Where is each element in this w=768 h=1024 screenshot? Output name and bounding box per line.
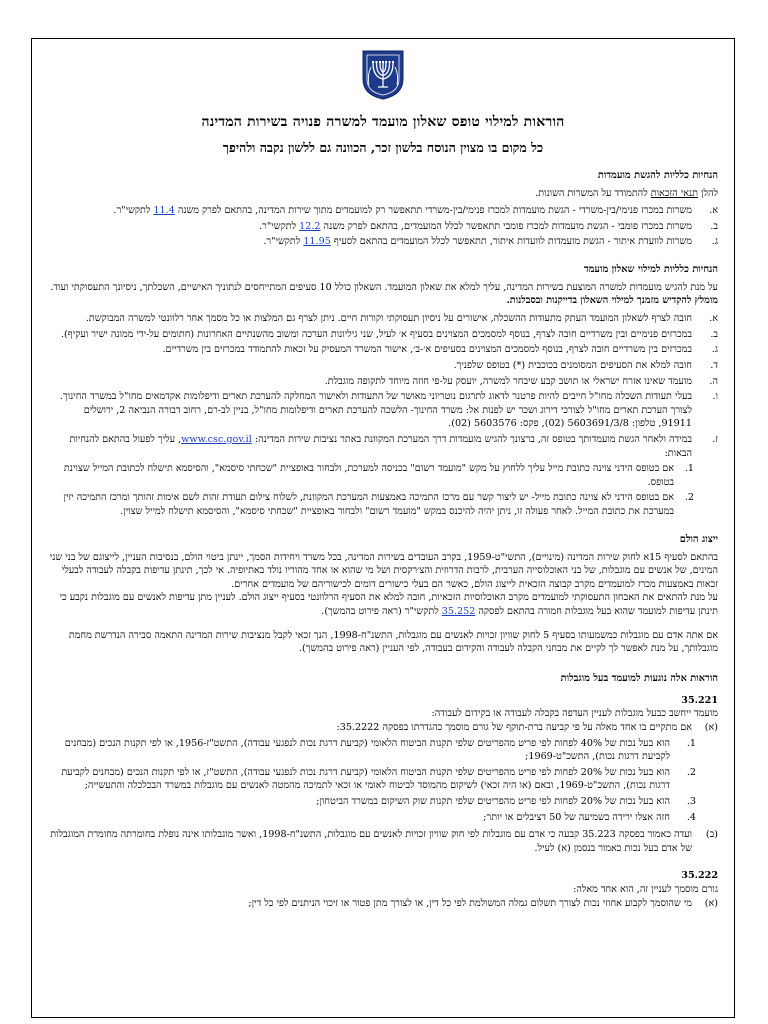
regulation-link[interactable]: 11.95: [303, 236, 331, 248]
item-text: הוא בעל נכות של 20% לפחות לפי פריט מהפריטים שלפי תקנות הביטוח הלאומי (קביעת דרגת נכות לנפגעי עבודה), התשט"ז, או לפי תקנות הנכים (מבחנים לקביעת דרגות נכות), התשכ"ט-1969, ובאם (או היה זכאי) לשיקום מהמוסד לביטוח לאומי או זכאי לתמיכה מהמטה לאנשים עם מוגבלות במשרד הבכלכלה והתעשייה;: [61, 766, 670, 792]
intro-text: להלן: [698, 187, 718, 199]
regulation-link[interactable]: 11.4: [153, 205, 175, 217]
document-subtitle: כל מקום בו מצוין הנוסח בלשון זכר, הכוונה גם ללשון נקבה ולהיפך: [222, 139, 544, 155]
item-text: אם בטופס הידני לא צוינה כתובת מייל- יש ליצור קשר עם מרכז התמיכה באמצעות המערכת המקוונת, לשלוח צילום תעודת זהות לשם אימות זהותך ומרכז התמיכה יזין במערכת את כתובת המייל. לאחר פעולה זו, ניתן יהיה להיכנס במקש "מועמד רשום" ולבחור באופציית "שכחתי סיסמא", והסיסמא תישלח למייל שצוין.: [63, 492, 674, 518]
list-item: ב. במכרזים פנימיים ובין משרדיים חובה לצרף, בנוסף למסמכים המצוינים בסעיף א׳ לעיל, שני גיליונות הערכה ומשוב מהשנתיים האחרונות (חתומים על-ידי ממונה ישיר ועקיף).: [48, 328, 718, 342]
clause-number: 35.222: [681, 870, 718, 882]
list-item: (א) אם מתקיים בו אחד מאלה על פי קביעה ברת-תוקף של גורם מוסמך כהגדרתו בפסקה 35.2222:: [48, 721, 718, 735]
sub-list-item: 3. הוא בעל נכות של 20% לפחות לפי פריט מהפריטים שלפי תקנות שוק השיקום במשרד הביטחון;: [48, 795, 696, 809]
item-text: חובה לצרף לשאלון המועמד העתק מתעודות ההשכלה, אישורים על ניסיון תעסוקתי וקורות חיים. ניתן לצרף גם המלצות או כל מסמך אחר רלוונטי למשרה המבוקשת.: [85, 313, 692, 325]
item-text: הוא בעל נכות של 20% לפחות לפי פריט מהפריטים שלפי תקנות שוק השיקום במשרד הביטחון;: [316, 795, 670, 807]
list-item: (ב) ועדה כאמור בפסקה 35.223 קבעה כי אדם עם מוגבלות לפי חוק שוויון זכויות לאנשים עם מוגבלות, התשנ"ח-1998, ואשר מוגבלותו אינה נופלת בחומרתה מחומרת המוגבלות של אדם בעל נכות כאמור בנסמן (א) לעיל.: [48, 828, 718, 855]
item-text: משרות לוועדת איתור - הגשת מועמדות לוועדות איתור, תתאפשר לכלל המועמדים בהתאם לסעיף 11.95 לתקשי"ר.: [263, 236, 692, 248]
sub-list-item: 1. אם בטופס הידני צוינה כתובת מייל עליך ללחוץ על מקש "מועמד רשום" בכניסה למערכת, ולבחור באופציית "שכחתי סיסמא", והסיסמא תישלח לכתובת המייל שצוינת בטופס.: [48, 462, 694, 489]
clause-intro: מועמד ייחשב כבעל מוגבלות לעניין העדפה בקבלה לעבודה או בקידום לעבודה:: [431, 708, 718, 720]
item-text: במידה ולאחר הגשת מועמדותך בטופס זה, ברצונך להגיש מועמדות דרך המערכת המקוונת באתר נציבות שירות המדינה: www.csc.gov.il, עליך לפעול בהתאם להנחיות הבאות:: [69, 433, 692, 459]
item-marker: ג.: [711, 236, 718, 248]
item-text: מי שהוסמך לקבוע אחוזי נכות לצורך תשלום גמלה המשולמת לפי כל דין, או לצורך מתן פטור או זיכוי הניתנים לפי כל דין;: [248, 897, 692, 909]
intro-text-end: להתמודד על המשרות השונות.: [535, 187, 651, 199]
item-marker: ב.: [710, 220, 718, 232]
eligibility-intro: [48, 187, 718, 201]
csc-website-link[interactable]: www.csc.gov.il: [181, 433, 252, 445]
item-text: הוא בעל נכות של 40% לפחות לפי פריט מהפריטים שלפי תקנות הביטוח הלאומי (קביעת דרגת נכות לנפגעי עבודה), התשט"ז-1956, או לפי תקנות הנכים (מבחנים לקביעת דרגות נכות), התשכ"ט-1969;: [64, 737, 670, 763]
document-body: [32, 103, 734, 910]
state-emblem-icon: [359, 49, 407, 101]
representation-paragraph-1: בהתאם לסעיף 15א לחוק שירות המדינה (מינויים), התשי"ט-1959, בקרב העובדים בשירות המדינה, בכל משרד ויחידות הסמך, יינתן ביטוי הולם, בנסיבות העניין, לייצוגם של בני שני המינים, של אנשים עם מוגבלות, של בני האוכלוסייה הערבית, לרבות הדרוזית והצ׳רקסית ושל מי שהוא או אחד מהוריו נולד באתיופיה. אי לכך, תינתן עדיפות בקבלה לעבודה לבעלי זכאות באמצעות מכרז למועמדים מקרב קבוצה הזכאית לייצוג הולם, כאשר הם בעלי כישורים דומים לכישוריהם של מועמדים אחרים.: [49, 551, 718, 590]
representation-paragraph-2: על מנת להתאים את האבחון התעסוקתי למועמדים מקרב האוכלוסיות הזכאיות, חובה למלא את הסעיף הרלוונטי בסעיף ייצוג הולם. לעניין מתן עדיפות לאנשים עם מוגבלות נקבע כי תינתן עדיפות למועמד שהוא בעל מוגבלות חמורה בהתאם לפסקה 35.252 לתקשי"ר (ראה פירוט בהמשך).: [59, 592, 718, 617]
regulation-link[interactable]: 35.252: [441, 605, 476, 617]
list-item: [48, 204, 718, 218]
clause-number: 35.221: [681, 694, 718, 706]
item-text: משרות במכרז פומבי - הגשת מועמדות למכרז פומבי תתאפשר לכלל המועמדים, בהתאם לפרק משנה 12.2 לתקשי"ר.: [259, 220, 692, 232]
item-text: ועדה כאמור בפסקה 35.223 קבעה כי אדם עם מוגבלות לפי חוק שוויון זכויות לאנשים עם מוגבלות, התשנ"ח-1998, ואשר מוגבלותו אינה נופלת בחומרתה מחומרת המוגבלות של אדם בעל נכות כאמור בנסמן (א) לעיל.: [50, 829, 692, 854]
sub-list-item: 1. הוא בעל נכות של 40% לפחות לפי פריט מהפריטים שלפי תקנות הביטוח הלאומי (קביעת דרגת נכות לנפגעי עבודה), התשט"ז-1956, או לפי תקנות הנכים (מבחנים לקביעת דרגות נכות), התשכ"ט-1969;: [48, 737, 696, 764]
section-heading-submission: הנחיות כלליות להגשת מועמדות: [597, 169, 718, 181]
list-item: א. חובה לצרף לשאלון המועמד העתק מתעודות ההשכלה, אישורים על ניסיון תעסוקתי וקורות חיים. ניתן לצרף גם המלצות או כל מסמך אחר רלוונטי למשרה המבוקשת.: [48, 312, 718, 326]
questionnaire-intro: על מנת להגיש מועמדות למשרה המוצעת בשירות המדינה, עליך למלא את שאלון המועמד. השאלון כולל 10 סעיפים המתייחסים לנתוניך האישיים, השכלתך, ניסיונך התעסוקתי ועוד.: [50, 281, 718, 293]
list-item: [48, 220, 718, 234]
document-title: הוראות למילוי טופס שאלון מועמד למשרה פנויה בשירות המדינה: [201, 114, 565, 130]
representation-paragraph-3: אם אתה אדם עם מוגבלות כמשמעותו בסעיף 5 לחוק שוויון זכויות לאנשים עם מוגבלות, התשנ"ח-1998, הנך זכאי לקבל מנציבות שירות המדינה התאמה סבירה הנדרשת מחמת מוגבלותך, על מנת לאפשר לך לקיים את מבחני הקבלה לעבודה והקידום בעבודה, לפי העניין (ראה פירוט בהמשך).: [68, 629, 718, 655]
list-item: ה. מועמד שאינו אזרח ישראלי או תושב קבע שיבחר למשרה, יועסק על-פי חוזה מיוחד לתקופה מוגבלת.: [48, 375, 718, 389]
item-text: חובה למלא את הסעיפים המסומנים בכוכבית (*) בטופס שלפניך.: [453, 359, 692, 371]
sub-list-item: 2. הוא בעל נכות של 20% לפחות לפי פריט מהפריטים שלפי תקנות הביטוח הלאומי (קביעת דרגת נכות לנפגעי עבודה), התשט"ז, או לפי תקנות הנכים (מבחנים לקביעת דרגות נכות), התשכ"ט-1969, ובאם (או היה זכאי) לשיקום מהמוסד לביטוח לאומי או זכאי לתמיכה מהמטה לאנשים עם מוגבלות במשרד הבכלכלה והתעשייה;: [48, 766, 696, 793]
item-text: חזה אצלו ירידה בשמיעה של 50 דציבלים או יותר;: [483, 811, 670, 823]
item-text: משרות במכרז פנימי/בין-משרדי - הגשת מועמדות למכרז פנימי/בין-משרדי תתאפשר רק למועמדים מתוך שירות המדינה, בהתאם לפרק משנה 11.4 לתקשי"ר.: [113, 205, 692, 217]
clause-intro: גורם מוסמך לעניין זה, הוא אחד מאלה:: [573, 884, 718, 896]
section-heading-representation: ייצוג הולם: [679, 533, 718, 545]
eligibility-link[interactable]: תנאי הזכאות: [650, 187, 698, 199]
sub-list-item: 2. אם בטופס הידני לא צוינה כתובת מייל- יש ליצור קשר עם מרכז התמיכה באמצעות המערכת המקוונת, לשלוח צילום תעודת זהות לשם אימות זהותך ומרכז התמיכה יזין במערכת את כתובת המייל. לאחר פעולה זו, ניתן יהיה להיכנס במקש "מועמד רשום" ולבחור באופציית "שכחתי סיסמא", והסיסמא תישלח למייל שצוין.: [48, 491, 694, 518]
document-page: [31, 38, 735, 1018]
item-text: במכרזים בין משרדיים חובה לצרף, בנוסף למסמכים המצוינים בסעיפים א׳-ב׳, אישור המשרד המעסיק על זכאות להתמודד במכרזים בין משרדיים.: [162, 344, 692, 356]
sub-list-item: 4. חזה אצלו ירידה בשמיעה של 50 דציבלים או יותר;: [48, 811, 696, 825]
item-text: מועמד שאינו אזרח ישראלי או תושב קבע שיבחר למשרה, יועסק על-פי חוזה מיוחד לתקופה מוגבלת.: [324, 375, 692, 387]
section-heading-disability: הוראות אלה נוגעות למועמד בעל מוגבלות: [560, 672, 718, 684]
list-item: (א) מי שהוסמך לקבוע אחוזי נכות לצורך תשלום גמלה המשולמת לפי כל דין, או לצורך מתן פטור או זיכוי הניתנים לפי כל דין;: [48, 897, 718, 911]
list-item: ג. במכרזים בין משרדיים חובה לצרף, בנוסף למסמכים המצוינים בסעיפים א׳-ב׳, אישור המשרד המעסיק על זכאות להתמודד במכרזים בין משרדיים.: [48, 343, 718, 357]
section-heading-questionnaire: הנחיות כלליות למילוי שאלון מועמד: [583, 263, 718, 275]
regulation-link[interactable]: 12.2: [299, 220, 321, 232]
questionnaire-bold-note: מומלץ להקדיש מזמנך למילוי השאלון בדייקנות ובסבלנות.: [506, 295, 718, 307]
list-item: ז. במידה ולאחר הגשת מועמדותך בטופס זה, ברצונך להגיש מועמדות דרך המערכת המקוונת באתר נציבות שירות המדינה: www.csc.gov.il, עליך לפעול בהתאם להנחיות הבאות:: [48, 433, 718, 460]
list-item: [48, 235, 718, 249]
item-marker: א.: [709, 205, 718, 217]
list-item: ו. בעלי תעודות השכלה מחו"ל חייבים להיות פרטנר לדאוג לתרגום נוטריוני מאושר של התעודות ולאישור המחלקה להערכת תארים ודיפלומות אקדמאים מחו"ל במשרד החינוך. לצורך הערכת תארים מחו"ל לצורכי דירוג ושכר יש לפנות אל: משרד החינוך- הלשכה להערכת תארים ודיפלומות מחו"ל, בניין לב-רם, רחוב דבורה הנביאה 2, ירושלים 91911, טלפון: 5603691/3/8 (02), פקס: 5603576 (02).: [48, 390, 718, 431]
item-text: במכרזים פנימיים ובין משרדיים חובה לצרף, בנוסף למסמכים המצוינים בסעיף א׳ לעיל, שני גיליונות הערכה ומשוב מהשנתיים האחרונות (חתומים על-ידי ממונה ישיר ועקיף).: [60, 328, 692, 340]
item-text: אם בטופס הידני צוינה כתובת מייל עליך ללחוץ על מקש "מועמד רשום" בכניסה למערכת, ולבחור באופציית "שכחתי סיסמא", והסיסמא תישלח לכתובת המייל שצוינת בטופס.: [63, 463, 674, 488]
item-text: בעלי תעודות השכלה מחו"ל חייבים להיות פרטנר לדאוג לתרגום נוטריוני מאושר של התעודות ולאישור המחלקה להערכת תארים ודיפלומות אקדמאים מחו"ל במשרד החינוך. לצורך הערכת תארים מחו"ל לצורכי דירוג ושכר יש לפנות אל: משרד החינוך- הלשכה להערכת תארים ודיפלומות מחו"ל, בניין לב-רם, רחוב דבורה הנביאה 2, ירושלים 91911, טלפון: 5603691/3/8 (02), פקס: 5603576 (02).: [59, 391, 692, 430]
item-text: אם מתקיים בו אחד מאלה על פי קביעה ברת-תוקף של גורם מוסמך כהגדרתו בפסקה 35.2222:: [336, 721, 692, 733]
list-item: ד. חובה למלא את הסעיפים המסומנים בכוכבית (*) בטופס שלפניך.: [48, 359, 718, 373]
